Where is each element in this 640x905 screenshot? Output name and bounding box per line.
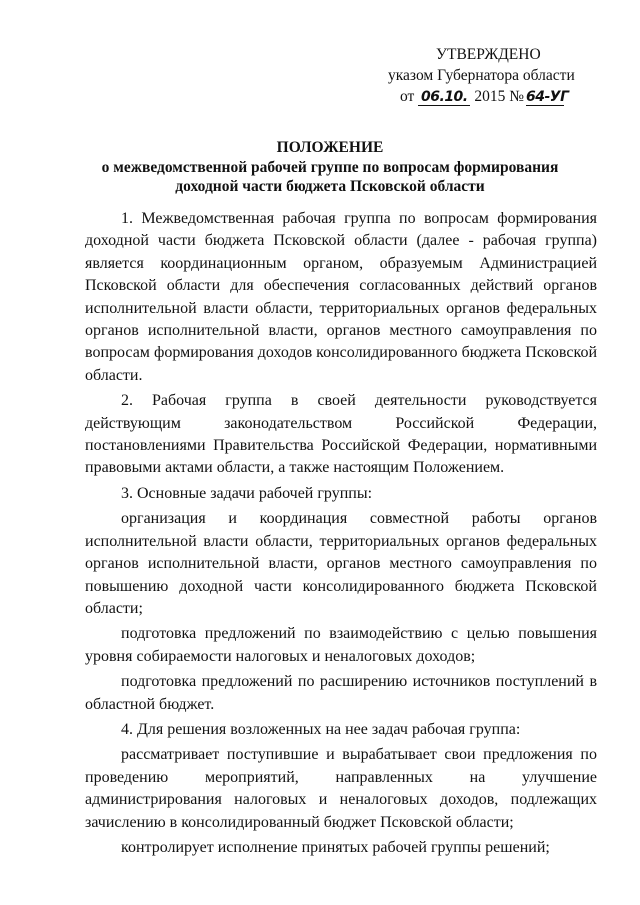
paragraph-2: 2. Рабочая группа в своей деятельности руководствуется действующим законодательством Российской Федерации, постановлениями Правительства Российской Федерации, нормативными правовыми актами области, а также настоящим Положением. [85, 392, 597, 477]
paragraph-task-3: подготовка предложений по расширению источников поступлений в областной бюджет. [85, 673, 597, 713]
approval-decree: указом Губернатора области [388, 67, 575, 84]
handwritten-date: 06.10. [418, 90, 470, 106]
approval-block [380, 44, 620, 107]
title-main: ПОЛОЖЕНИЕ [276, 139, 384, 156]
title-subtitle-line-1: о межведомственной рабочей группе по вопросам формирования [101, 159, 559, 176]
year-text: 2015 № [474, 88, 524, 105]
paragraph-task-1: организация и координация совместной работы органов исполнительной власти области, территориальных органов федеральных органов исполнительной власти, органов местного самоуправления по повышению доходной части консолидированного бюджета Псковской области; [85, 510, 597, 617]
paragraph-task-2: подготовка предложений по взаимодействию с целью повышения уровня собираемости налоговых и неналоговых доходов; [85, 625, 597, 665]
paragraph-1: 1. Межведомственная рабочая группа по вопросам формирования доходной части бюджета Псковской области (далее - рабочая группа) является координационным органом, образуемым Администрацией Псковской области для обеспечения согласованных действий органов исполнительной власти области, территориальных органов федеральных органов исполнительной власти, органов местного самоуправления по вопросам формирования доходов консолидированного бюджета Псковской области. [85, 210, 597, 384]
paragraph-function-2: контролирует исполнение принятых рабочей группы решений; [121, 838, 550, 856]
document-title [60, 138, 600, 196]
date-prefix: от [400, 88, 415, 105]
approval-dateline [380, 86, 620, 107]
paragraph-function-1: рассматривает поступившие и вырабатывает свои предложения по проведению мероприятий, направленных на улучшение администрирования налоговых и неналоговых доходов, подлежащих зачислению в консолидированный бюджет Псковской области; [85, 746, 597, 831]
handwritten-number: 64-УГ [526, 89, 569, 105]
paragraph-4: 4. Для решения возложенных на нее задач рабочая группа: [121, 720, 521, 738]
document-body [85, 208, 597, 859]
paragraph-3: 3. Основные задачи рабочей группы: [121, 484, 373, 502]
approval-stamp: УТВЕРЖДЕНО [436, 46, 541, 63]
title-subtitle-line-2: доходной части бюджета Псковской области [175, 178, 485, 195]
